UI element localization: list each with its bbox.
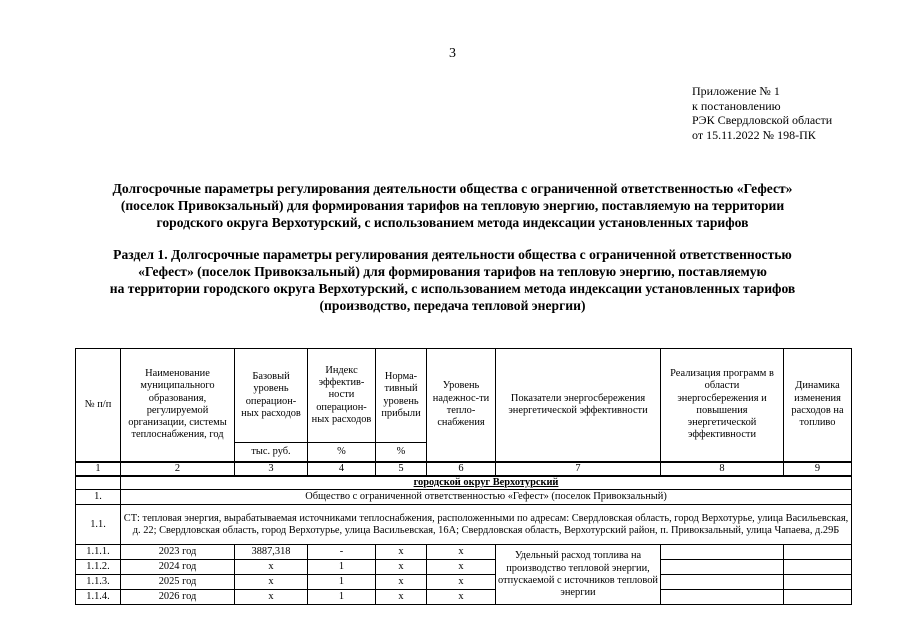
- parameters-table: [75, 348, 852, 605]
- row-number: 1.1.4.: [76, 590, 121, 605]
- table-row: [76, 575, 852, 590]
- unit-profit: %: [376, 443, 427, 462]
- header-indicators: Показатели энергосбережения энергетической эффективности: [496, 349, 661, 462]
- col-number: 5: [376, 462, 427, 476]
- col-number: 7: [496, 462, 661, 476]
- row-base: x: [235, 590, 308, 605]
- document-title: [60, 180, 845, 231]
- row-reliability: x: [427, 560, 496, 575]
- header-profit: Норма-тивный уровень прибыли: [376, 349, 427, 443]
- section-line: (производство, передача тепловой энергии): [319, 298, 586, 313]
- header-name: Наименование муниципального образования, регулируемой организации, системы теплоснабжения, год: [121, 349, 235, 462]
- row-number: 1.1.3.: [76, 575, 121, 590]
- row-year: 2026 год: [121, 590, 235, 605]
- col-number: 6: [427, 462, 496, 476]
- col-number: 8: [661, 462, 784, 476]
- section-title: [60, 246, 845, 314]
- organization-row: [76, 490, 852, 505]
- row-index: -: [308, 545, 376, 560]
- column-number-row: [76, 462, 852, 476]
- table-row: [76, 545, 852, 560]
- indicator-text: Удельный расход топлива на производство тепловой энергии, отпускаемой с источников тепловой энергии: [496, 545, 661, 605]
- header-num: № п/п: [76, 349, 121, 462]
- col-number: 4: [308, 462, 376, 476]
- district-name: городской округ Верхотурский: [121, 476, 852, 490]
- unit-base: тыс. руб.: [235, 443, 308, 462]
- row-year: 2024 год: [121, 560, 235, 575]
- appendix-line: от 15.11.2022 № 198-ПК: [692, 127, 816, 142]
- title-line: Долгосрочные параметры регулирования деятельности общества с ограниченной ответственностью «Гефест»: [112, 181, 793, 196]
- org-number: 1.: [76, 490, 121, 505]
- row-profit: x: [376, 590, 427, 605]
- title-line: городского округа Верхотурский, с использованием метода индексации установленных тарифов: [156, 215, 749, 230]
- appendix-block: [692, 84, 832, 142]
- section-line: на территории городского округа Верхотурский, с использованием метода индексации установленных тарифов: [109, 281, 796, 296]
- system-row: [76, 505, 852, 545]
- header-base: Базовый уровень операцион-ных расходов: [235, 349, 308, 443]
- system-description: СТ: тепловая энергия, вырабатываемая источниками теплоснабжения, расположенными по адресам: Свердловская область, город Верхотурье, улица Васильевская, д. 22; Свердловская область, город Верхотурье, улица Васильевская, 16А; Свердловская область, Верхотурский район, п. Привокзальный, улица Чапаева, д.29Б: [121, 505, 852, 545]
- row-index: 1: [308, 560, 376, 575]
- row-base: 3887,318: [235, 545, 308, 560]
- section-line: Раздел 1. Долгосрочные параметры регулирования деятельности общества с ограниченной ответственностью: [113, 247, 792, 262]
- appendix-line: РЭК Свердловской области: [692, 113, 833, 128]
- header-fuel: Динамика изменения расходов на топливо: [784, 349, 852, 462]
- district-row: [76, 476, 852, 490]
- title-line: (поселок Привокзальный) для формирования тарифов на тепловую энергию, поставляемую на территории: [120, 198, 785, 213]
- header-row: [76, 349, 852, 443]
- row-index: 1: [308, 590, 376, 605]
- section-line: «Гефест» (поселок Привокзальный) для формирования тарифов на тепловую энергию, поставляемую: [138, 264, 767, 279]
- row-year: 2023 год: [121, 545, 235, 560]
- row-reliability: x: [427, 575, 496, 590]
- col-number: 3: [235, 462, 308, 476]
- appendix-line: к постановлению: [692, 98, 781, 113]
- row-index: 1: [308, 575, 376, 590]
- row-year: 2025 год: [121, 575, 235, 590]
- col-number: 1: [76, 462, 121, 476]
- row-profit: x: [376, 575, 427, 590]
- header-index: Индекс эффектив-ности операцион-ных расходов: [308, 349, 376, 443]
- row-number: 1.1.2.: [76, 560, 121, 575]
- system-number: 1.1.: [76, 505, 121, 545]
- row-base: x: [235, 560, 308, 575]
- row-base: x: [235, 575, 308, 590]
- row-profit: x: [376, 545, 427, 560]
- row-reliability: x: [427, 545, 496, 560]
- col-number: 9: [784, 462, 852, 476]
- header-programs: Реализация программ в области энергосбережения и повышения энергетической эффективности: [661, 349, 784, 462]
- org-name: Общество с ограниченной ответственностью «Гефест» (поселок Привокзальный): [121, 490, 852, 505]
- row-profit: x: [376, 560, 427, 575]
- table-row: [76, 560, 852, 575]
- page-number: 3: [449, 46, 456, 61]
- row-number: 1.1.1.: [76, 545, 121, 560]
- col-number: 2: [121, 462, 235, 476]
- appendix-line: Приложение № 1: [692, 84, 780, 98]
- table-row: [76, 590, 852, 605]
- row-reliability: x: [427, 590, 496, 605]
- header-reliability: Уровень надежнос-ти тепло-снабжения: [427, 349, 496, 462]
- unit-index: %: [308, 443, 376, 462]
